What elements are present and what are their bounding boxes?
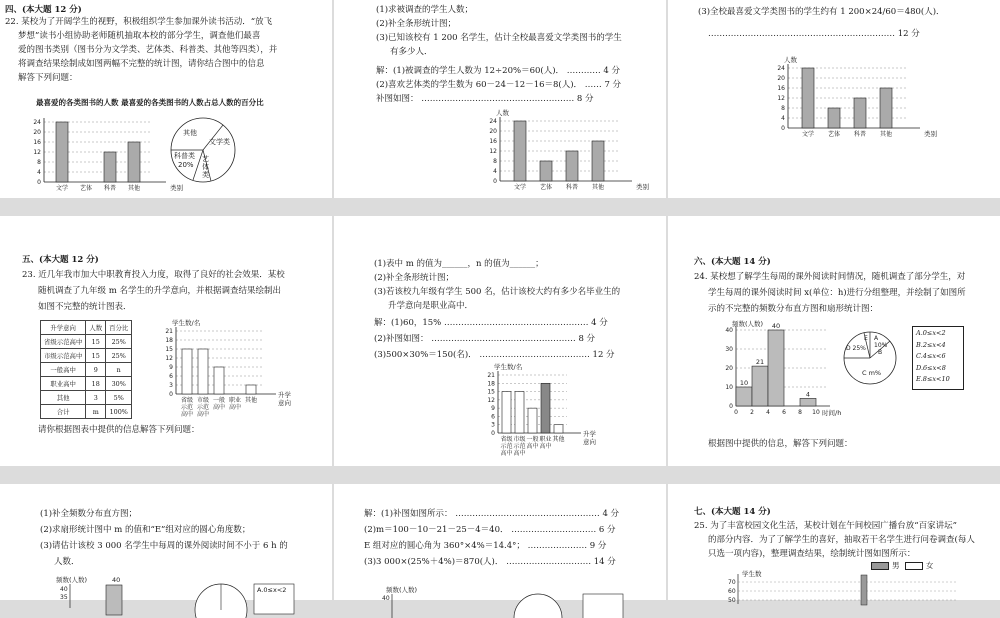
- q22-line-4: 将调查结果绘制成如图两幅不完整的统计图，请你结合图中的信息: [18, 59, 265, 69]
- table-cell: 3: [86, 391, 106, 405]
- section-title: 五、(本大题 12 分): [22, 255, 99, 265]
- x-axis-label: 升学: [278, 391, 291, 399]
- bar-value-label: 4: [805, 390, 811, 399]
- y-tick-label: 16: [489, 138, 497, 145]
- line: 解：(1)补图如图所示： …………………………………………… 4 分: [364, 509, 620, 519]
- x-tick-label: 文学: [513, 184, 527, 191]
- bar: [854, 98, 866, 128]
- legend-male-swatch: [871, 562, 889, 570]
- chart-titles: 最喜爱的各类图书的人数 最喜爱的各类图书的人数占总人数的百分比: [36, 98, 264, 107]
- section-title: 七、(本大题 14 分): [694, 507, 771, 517]
- line: 升学意向是职业高中．: [388, 301, 474, 311]
- legend-item: E.8≤x<10: [916, 375, 950, 383]
- y-tick-label: 0: [37, 179, 41, 186]
- bar: [56, 122, 68, 182]
- q22-line-5: 解答下列问题：: [18, 73, 78, 83]
- y-tick-label: 4: [37, 169, 41, 176]
- line: E 组对应的圆心角为 360°×4%＝14.4°； ………………… 9 分: [364, 541, 607, 551]
- table-cell: 人数: [86, 321, 106, 335]
- y-tick-label: 3: [491, 421, 495, 429]
- y-tick-label: 24: [777, 65, 785, 72]
- y-tick-label: 20: [777, 75, 785, 82]
- bar: [214, 367, 224, 394]
- table-cell: 100%: [106, 405, 132, 419]
- line: ………………………………………………………… 12 分: [708, 29, 920, 39]
- x-tick-label: 科普: [103, 185, 117, 192]
- x-tick-label: 职业: [228, 397, 242, 404]
- table-cell: 25%: [106, 349, 132, 363]
- line: 有多少人．: [390, 47, 433, 57]
- x-tick-label: 6: [782, 409, 786, 416]
- legend-item: A.0≤x<2: [916, 329, 946, 337]
- y-tick-label: 8: [781, 105, 785, 112]
- x-tick-label: 艺体: [79, 185, 93, 192]
- bar-value-label: 40: [771, 322, 781, 330]
- section-title: 四、(本大题 12 分): [5, 5, 82, 15]
- x-tick-label: 职业: [539, 436, 552, 443]
- pie-chart-q24: [840, 328, 910, 388]
- y-tick-label: 9: [169, 364, 173, 371]
- bar-value-label: 10: [739, 379, 749, 387]
- table-row: [41, 405, 132, 419]
- line: 25. 为了丰富校园文化生活，某校计划在午间校园广播台放“百家讲坛”: [694, 521, 957, 531]
- x-tick-label: 高中: [228, 404, 242, 411]
- pie-chart-q22: [165, 110, 255, 190]
- bar: [104, 152, 116, 182]
- bar: [554, 425, 563, 433]
- x-tick-label: 2: [750, 409, 754, 416]
- y-tick-label: 8: [37, 159, 41, 166]
- data-table: [40, 320, 132, 419]
- legend-item: D.6≤x<8: [916, 363, 946, 372]
- x-tick-label: 高中: [196, 411, 210, 418]
- x-tick-label: 一般: [526, 436, 539, 443]
- x-tick-label: 其他: [591, 184, 605, 191]
- line: (3)已知该校有 1 200 名学生，估计全校最喜爱文学类图书的学生: [376, 33, 622, 43]
- bar-value-label: 21: [755, 358, 765, 367]
- y-axis-label: 学生数/名: [494, 363, 523, 371]
- table-cell: 职业高中: [41, 377, 86, 391]
- y-tick-label: 12: [777, 95, 785, 102]
- hist-bar: [800, 398, 816, 406]
- line: 23. 近几年我市加大中职教育投入力度，取得了良好的社会效果．某校: [22, 270, 285, 280]
- pie-label-art-2: 体: [202, 163, 209, 171]
- x-tick-label: 文学: [55, 185, 69, 192]
- bar: [802, 68, 814, 128]
- legend-a: A.0≤x<2: [257, 586, 287, 594]
- y-tick: 50: [728, 597, 736, 604]
- panel-q22-answer-cont: [668, 0, 1000, 198]
- x-tick-label: 市级: [196, 397, 210, 404]
- y-tick-label: 0: [493, 178, 497, 185]
- line: (2)m＝100－10－21－25－4＝40． ………………………… 6 分: [364, 525, 616, 535]
- histogram-q24: [720, 316, 855, 426]
- legend-female-swatch: [905, 562, 923, 570]
- table-row: [41, 391, 132, 405]
- table-cell: 升学意向: [41, 321, 86, 335]
- pie-label-literature: 文学类: [209, 138, 230, 146]
- y-tick-label: 0: [729, 403, 733, 410]
- y-tick-label: 6: [169, 373, 173, 380]
- line: 如图不完整的统计图表．: [38, 302, 132, 312]
- y-tick-label: 15: [487, 388, 495, 396]
- y-tick-label: 21: [165, 328, 173, 335]
- line: 解：(1)被调查的学生人数为 12÷20%＝60(人)． ………… 4 分: [376, 66, 621, 76]
- line: (3)请估计该校 3 000 名学生中每周的课外阅读时间不小于 6 h 的: [40, 541, 288, 551]
- y-tick-label: 24: [33, 119, 41, 126]
- hist-bar: [752, 366, 768, 406]
- panel-q25: [668, 484, 1000, 604]
- line: 解：(1)60，15% …………………………………………… 4 分: [374, 318, 608, 328]
- pie-label-other: 其他: [183, 129, 197, 137]
- line: 的部分内容．为了了解学生的喜好，抽取若干名学生进行问卷调查(每人: [708, 535, 975, 545]
- y-axis-label: 学生数/名: [172, 319, 201, 327]
- line: (3)500×30%＝150(名)． ………………………………… 12 分: [374, 350, 615, 360]
- line: 随机调查了九年级 m 名学生的升学意向，并根据调查结果绘制出: [38, 286, 281, 296]
- table-cell: 其他: [41, 391, 86, 405]
- pie-e: E: [864, 335, 868, 342]
- line: (2)补全条形统计图；: [374, 273, 455, 283]
- x-tick-label: 高中: [513, 450, 526, 457]
- table-cell: 30%: [106, 377, 132, 391]
- y-tick-label: 16: [777, 85, 785, 92]
- x-tick-label: 高中: [539, 443, 552, 450]
- y-tick-label: 12: [165, 355, 173, 362]
- x-tick-label: 其他: [879, 131, 893, 138]
- bar: [246, 385, 256, 394]
- bar: [541, 383, 550, 433]
- y-tick-label: 3: [169, 382, 173, 389]
- table-cell: 18: [86, 377, 106, 391]
- y-tick-label: 15: [165, 346, 173, 353]
- x-tick-label: 高中: [526, 443, 539, 450]
- q22-line-3: 爱的图书类别（图书分为文学类、艺体类、科普类、其他等四类），并: [18, 45, 278, 55]
- y-tick-label: 10: [725, 384, 733, 391]
- x-tick-label: 其他: [552, 436, 565, 443]
- x-tick-label: 高中: [212, 404, 226, 411]
- table-cell: 市级示范高中: [41, 349, 86, 363]
- table-cell: n: [106, 363, 132, 377]
- pie-label-art-1: 艺: [202, 155, 209, 163]
- bar-chart-q22: [30, 110, 183, 192]
- line: 人数．: [54, 557, 80, 567]
- y-axis-label: 人数: [784, 56, 797, 64]
- y-tick-label: 20: [489, 128, 497, 135]
- x-tick-label: 艺体: [827, 131, 841, 138]
- x-tick-label: 8: [798, 409, 802, 416]
- line: (2)喜欢艺体类的学生数为 60－24－12－16＝8(人)． …… 7 分: [376, 80, 622, 90]
- x-tick-label: 其他: [244, 397, 258, 404]
- pie-label-20: 20%: [178, 161, 194, 169]
- x-tick-label: 文学: [801, 131, 815, 138]
- line: (1)求被调查的学生人数；: [376, 5, 474, 15]
- y-tick-label: 18: [165, 337, 173, 344]
- y-tick-label: 20: [725, 365, 733, 372]
- bar: [540, 161, 552, 181]
- line: (3)全校最喜爱文学类图书的学生约有 1 200×24/60＝480(人)．: [698, 7, 945, 17]
- bar: [528, 408, 537, 433]
- x-tick-label: 4: [766, 409, 770, 416]
- section-title: 六、(本大题 14 分): [694, 257, 771, 267]
- bar: [128, 142, 140, 182]
- x-tick-label: 0: [734, 409, 738, 416]
- legend-male: 男: [892, 561, 900, 570]
- panel-q24-answer: [334, 484, 666, 600]
- legend-list: [916, 328, 950, 386]
- pie-c: C m%: [862, 369, 882, 377]
- x-tick-label: 示范: [196, 404, 210, 411]
- panel-q23-answer: [334, 216, 666, 466]
- bar-chart-answer-2: [772, 55, 937, 140]
- bar: [880, 88, 892, 128]
- x-tick-label: 科普: [853, 131, 867, 138]
- x-axis-label: 类别: [636, 183, 649, 191]
- x-tick-label: 高中: [500, 450, 513, 457]
- y-axis-label: 人数: [496, 109, 509, 117]
- hist-ylabel: 频数(人数): [56, 576, 88, 584]
- line: 24. 某校想了解学生每周的课外阅读时间情况，随机调查了部分学生，对: [694, 272, 966, 282]
- table-cell: 15: [86, 335, 106, 349]
- y-tick-label: 6: [491, 413, 495, 421]
- pie-a-pct: 10%: [874, 342, 888, 349]
- bar: [514, 121, 526, 181]
- table-cell: 25%: [106, 335, 132, 349]
- q22-line-1: 22. 某校为了开阔学生的视野，积极组织学生参加课外读书活动．“放飞: [5, 17, 273, 27]
- bar-chart-answer: [484, 108, 649, 193]
- panel-q24-questions: [0, 484, 332, 600]
- hist-bar: [736, 387, 752, 406]
- x-axis-label: 时间/h: [822, 409, 842, 417]
- table-cell: 15: [86, 349, 106, 363]
- y-tick-label: 24: [489, 118, 497, 125]
- y-tick-label: 40: [725, 327, 733, 334]
- y-tick-label: 0: [491, 430, 495, 437]
- legend-female: 女: [925, 561, 934, 570]
- line: 学生每周的课外阅读时间 x(单位：h)进行分组整理，并绘制了如图所: [708, 288, 966, 298]
- table-cell: 一般高中: [41, 363, 86, 377]
- bar: [566, 151, 578, 181]
- y-tick: 40: [60, 586, 68, 593]
- x-tick-label: 市级: [513, 436, 526, 443]
- x-tick-label: 其他: [127, 185, 141, 192]
- line: (2)补图如图： …………………………………………… 8 分: [374, 334, 596, 344]
- bar: [502, 392, 511, 433]
- bar: [182, 349, 192, 394]
- table-row: [41, 335, 132, 349]
- legend-item: B.2≤x<4: [916, 340, 946, 349]
- legend: [868, 560, 933, 571]
- y-tick: 70: [728, 579, 736, 586]
- x-tick-label: 一般: [212, 397, 226, 404]
- x-axis-label: 升学: [583, 430, 596, 438]
- pie-a: A: [874, 335, 879, 342]
- line: (1)补全频数分布直方图；: [40, 509, 138, 519]
- x-tick-label: 示范: [180, 404, 194, 411]
- hist-bar: [768, 330, 784, 406]
- bar-chart-answer-q23: [484, 361, 614, 457]
- y-tick: 60: [728, 588, 736, 595]
- line: 补图如图： ……………………………………………… 8 分: [376, 94, 594, 104]
- hist-top-label: 40: [112, 576, 121, 584]
- x-tick-label: 科普: [565, 184, 579, 191]
- histogram-partial: [56, 578, 316, 608]
- chart-ylabel: 学生数: [742, 570, 762, 578]
- footer: 根据图中提供的信息，解答下列问题：: [708, 439, 853, 449]
- x-tick-label: 艺体: [539, 184, 553, 191]
- line: (3)若该校九年级有学生 500 名，估计该校大约有多少名毕业生的: [374, 287, 621, 297]
- bar-chart-q23: [160, 316, 320, 418]
- bar: [198, 349, 208, 394]
- line: (2)求扇形统计图中 m 的值和“E”组对应的圆心角度数；: [40, 525, 251, 535]
- y-tick: 35: [60, 594, 68, 601]
- y-tick: 40: [382, 595, 390, 602]
- y-tick-label: 18: [487, 380, 495, 388]
- y-tick-label: 0: [781, 125, 785, 132]
- pie-label-science: 科普类: [174, 152, 195, 160]
- table-cell: 省级示范高中: [41, 335, 86, 349]
- y-tick-label: 12: [489, 148, 497, 155]
- panel-q24: [668, 216, 1000, 466]
- line: (2)补全条形统计图；: [376, 19, 457, 29]
- y-tick-label: 30: [725, 346, 733, 353]
- table-row: [41, 321, 132, 335]
- table-cell: 5%: [106, 391, 132, 405]
- table-cell: 合计: [41, 405, 86, 419]
- x-tick-label: 示范: [500, 443, 513, 450]
- x-axis-label: 类别: [924, 130, 937, 138]
- bar: [515, 392, 524, 433]
- q22-line-2: 梦想”读书小组协助老师随机抽取本校的部分学生，调查他们最喜: [18, 31, 261, 41]
- table-cell: m: [86, 405, 106, 419]
- bar: [592, 141, 604, 181]
- grouped-bar-partial: [728, 572, 958, 602]
- y-tick-label: 4: [781, 115, 785, 122]
- y-tick-label: 12: [487, 396, 495, 404]
- table-row: [41, 363, 132, 377]
- y-tick-label: 4: [493, 168, 497, 175]
- panel-q22-answer: [334, 0, 666, 198]
- x-axis-label: 类别: [170, 184, 183, 192]
- x-tick-label: 示范: [513, 443, 526, 450]
- line: 只选一项内容)，整理调查结果，绘制统计图如图所示：: [708, 549, 916, 559]
- table-cell: 9: [86, 363, 106, 377]
- y-tick-label: 0: [169, 391, 173, 398]
- y-tick-label: 9: [491, 405, 495, 413]
- y-tick-label: 21: [487, 372, 495, 379]
- panel-q23: [0, 216, 332, 466]
- y-tick-label: 20: [33, 129, 41, 136]
- bar: [828, 108, 840, 128]
- x-tick-label: 省级: [180, 397, 194, 404]
- hist-ylabel: 频数(人数): [386, 586, 418, 594]
- table-row: [41, 377, 132, 391]
- x-tick-label: 高中: [180, 411, 194, 418]
- legend-item: C.4≤x<6: [916, 352, 946, 360]
- line: 示的不完整的频数分布直方图和扇形统计图：: [708, 304, 879, 314]
- footer: 请你根据图表中提供的信息解答下列问题：: [38, 425, 200, 435]
- line: (3)3 000×(25%＋4%)＝870(人)． ………………………… 14 分: [364, 557, 616, 567]
- y-tick-label: 8: [493, 158, 497, 165]
- table-cell: 百分比: [106, 321, 132, 335]
- panel-q22: [0, 0, 332, 198]
- x-tick-label: 10: [812, 409, 820, 416]
- pie-b: B: [878, 349, 883, 356]
- table-row: [41, 349, 132, 363]
- y-tick-label: 16: [33, 139, 41, 146]
- x-axis-label: 意向: [278, 399, 291, 407]
- x-axis-label: 意向: [583, 438, 596, 446]
- pie-d: D 25%: [846, 345, 866, 352]
- x-tick-label: 省级: [500, 436, 513, 443]
- pie-label-art-3: 类: [202, 171, 209, 179]
- y-axis-label: 频数(人数): [732, 320, 764, 328]
- histogram-answer-partial: [378, 588, 658, 618]
- line: (1)表中 m 的值为______，n 的值为______；: [374, 259, 544, 269]
- y-tick-label: 12: [33, 149, 41, 156]
